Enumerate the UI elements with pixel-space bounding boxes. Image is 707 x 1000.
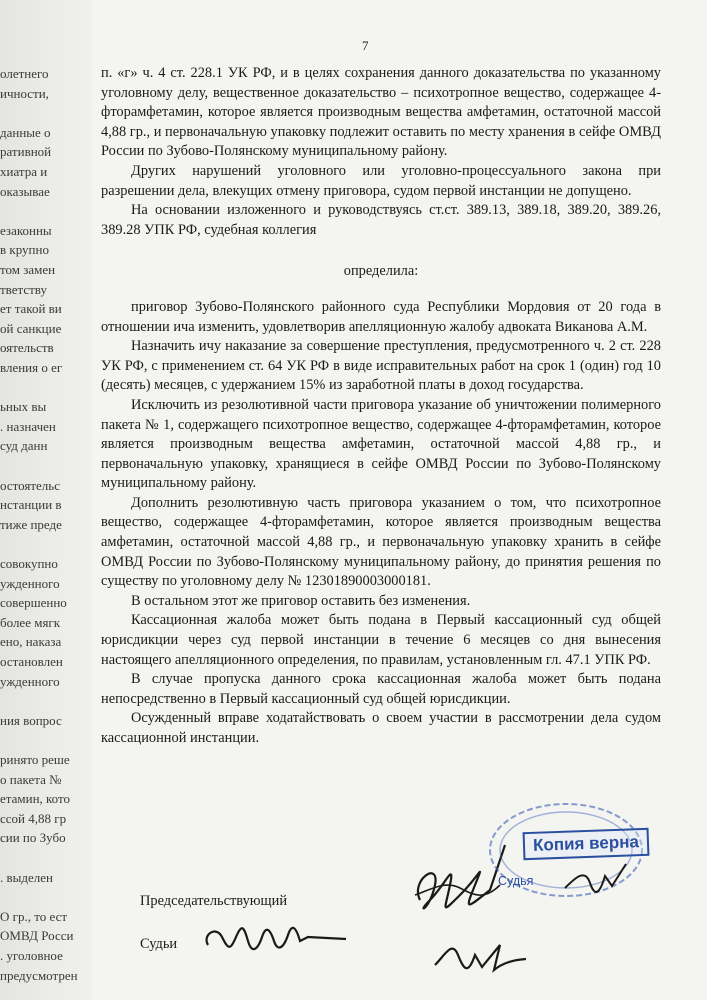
bleed-line: тветству xyxy=(0,281,47,297)
bleed-line: ринято реше xyxy=(0,752,70,767)
document-body xyxy=(101,64,661,749)
bleed-line: . назначен xyxy=(0,418,56,434)
ruling-heading: определила: xyxy=(343,263,419,280)
bleed-line: остановлен xyxy=(0,654,63,669)
bleed-line: тиже преде xyxy=(0,516,62,532)
stamp-title: Копия верна xyxy=(523,828,650,860)
paragraph: приговор Зубово-Полянского районного суда Республики Мордовия от 20 года в отношении ича изменить, удовлетворив апелляционную жалобу адвоката Виканова А.М. xyxy=(101,298,661,335)
bleed-line: ено, наказа xyxy=(0,634,62,650)
bleed-line: . уголовное xyxy=(0,948,63,963)
paragraph: Назначить ичу наказание за совершение преступления, предусмотренного ч. 2 ст. 228 УК РФ, с применением ст. 64 УК РФ в виде исправительных работ на срок 1 (один) год 10 (десять) месяцев, с удержанием 15% из заработной платы в доход государства. xyxy=(101,338,661,394)
judges-label: Судьи xyxy=(140,936,178,952)
paragraph: Других нарушений уголовного или уголовно-процессуального закона при разрешении дела, влекущих отмену приговора, судом первой инстанции не допущено. xyxy=(101,162,661,199)
paragraph: п. «г» ч. 4 ст. 228.1 УК РФ, и в целях сохранения данного доказательства по указанному уголовному делу, вещественное доказательство – психотропное вещество, содержащее 4-фторамфетамин, которое является производным вещества амфетамин, остаточной массой 4,88 гр., и первоначальную упаковку подлежит оставить по месту хранения в сейфе ОМВД России по Зубово-Полянскому муниципальному району. xyxy=(101,65,661,160)
bleed-line: нстанции в xyxy=(0,497,62,513)
bleed-line: данные о xyxy=(0,124,51,140)
bleed-line: в крупно xyxy=(0,242,49,258)
stamp-subtitle: Судья xyxy=(498,874,534,888)
bleed-line: сии по Зубо xyxy=(0,830,66,846)
paragraph: В случае пропуска данного срока кассационная жалоба может быть подана непосредственно в Первый кассационный суд общей юрисдикции. xyxy=(101,671,661,707)
bleed-line: езаконны xyxy=(0,222,52,238)
bleed-line: совершенно xyxy=(0,595,67,611)
bleed-line: ой санкцие xyxy=(0,320,62,336)
bleed-line: . выделен xyxy=(0,869,53,885)
bleed-line: ссой 4,88 гр xyxy=(0,810,67,826)
bleed-line: О гр., то ест xyxy=(0,908,68,924)
bleed-line: ужденного xyxy=(0,673,60,689)
bleed-line: хиатра и xyxy=(0,164,48,179)
paragraph: Кассационная жалоба может быть подана в Первый кассационный суд общей юрисдикции через суд первой инстанции в течение 6 месяцев со дня вынесения настоящего апелляционного определения, по правилам, установленным гл. 47.1 УПК РФ. xyxy=(101,612,661,668)
bleed-line: оятельств xyxy=(0,340,54,356)
bleed-line: том замен xyxy=(0,262,56,277)
bleed-line: вления о ег xyxy=(0,360,63,375)
paragraph: В остальном этот же приговор оставить без изменения. xyxy=(131,592,471,609)
bleed-line: суд данн xyxy=(0,438,48,454)
bleed-line: ет такой ви xyxy=(0,301,62,317)
page-number: 7 xyxy=(362,38,369,53)
bleed-line: олетнего xyxy=(0,66,49,81)
bleed-line: предусмотрен xyxy=(0,967,78,983)
bleed-line: более мягк xyxy=(0,614,61,630)
paragraph: На основании изложенного и руководствуясь ст.ст. 389.13, 389.18, 389.20, 389.26, 389.28 УПК РФ, судебная коллегия xyxy=(101,202,661,238)
paragraph: Осужденный вправе ходатайствовать о своем участии в рассмотрении дела судом кассационной инстанции. xyxy=(101,710,661,746)
bleed-line: ьных вы xyxy=(0,399,47,415)
presiding-judge-label: Председательствующий xyxy=(140,893,288,909)
adjacent-page-bleed xyxy=(0,0,92,1000)
bleed-line: совокупно xyxy=(0,556,58,571)
bleed-line: оказывае xyxy=(0,183,50,199)
bleed-line: ративной xyxy=(0,144,52,160)
bleed-line: о пакета № xyxy=(0,771,62,787)
bleed-line: ния вопрос xyxy=(0,712,62,728)
paragraph: Исключить из резолютивной части приговора указание об уничтожении полимерного пакета № 1, содержащего психотропное вещество, содержащее 4-фторамфетамин, которое является производным вещества амфетамин, остаточной массой 4,88 гр., и первоначальную упаковку, хранящиеся в сейфе ОМВД России по Зубово-Полянскому муниципальному району. xyxy=(101,396,661,492)
bleed-line: ОМВД Росси xyxy=(0,928,74,944)
bleed-line: ичности, xyxy=(0,85,49,101)
paragraph: Дополнить резолютивную часть приговора указанием о том, что психотропное вещество, содержащее 4-фторамфетамин, которое является производным вещества амфетамин, остаточной массой 4,88 гр., и первоначальную упаковку хранить в сейфе ОМВД России по Зубово-Полянскому муниципальному району, до принятия решения по существу по уголовному делу № 12301890003000181. xyxy=(101,494,661,590)
bleed-line: остоятельс xyxy=(0,477,60,493)
bleed-line: ужденного xyxy=(0,575,60,591)
bleed-line: етамин, кото xyxy=(0,791,71,807)
